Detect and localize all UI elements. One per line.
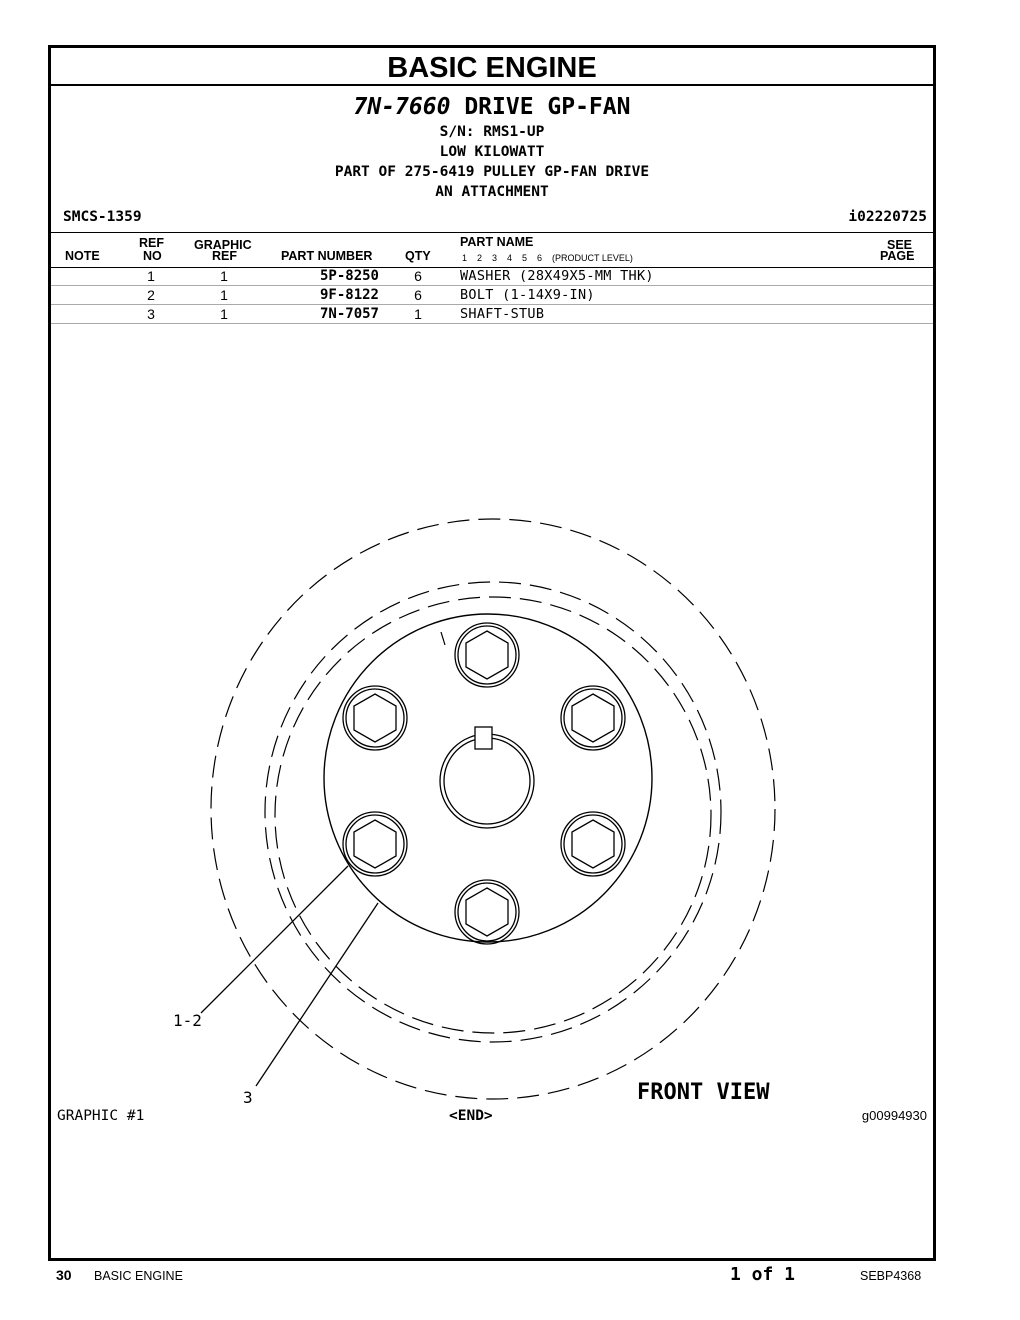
leader-line-shaft [256,903,378,1086]
group-note-line: AN ATTACHMENT [435,184,549,200]
bolt-head-icon [343,812,407,876]
header-ref-top: REF [139,236,164,250]
parts-table-header [51,232,933,268]
bolt-head-icon [561,812,625,876]
leader-line-bolt [201,866,348,1013]
header-qty: QTY [405,249,431,263]
group-heading [51,92,933,202]
row-ref-no: 2 [147,287,155,303]
section-title: BASIC ENGINE [51,48,933,86]
row-part-number: 7N-7057 [319,306,379,322]
row-graphic-ref: 1 [220,268,228,284]
group-note-line: LOW KILOWATT [439,144,545,160]
callout-1-2: 1-2 [173,1011,202,1030]
header-graphic-bottom: REF [212,249,237,263]
group-name: DRIVE GP-FAN [464,94,631,120]
bolt-head-icon [455,880,519,944]
row-part-name: WASHER (28X49X5-MM THK) [460,268,654,284]
serial-number: S/N: RMS1-UP [439,124,545,140]
pulley-groove-inner [275,597,711,1033]
page-frame [48,45,936,1261]
row-qty: 6 [414,287,422,303]
header-graphic-top: GRAPHIC [194,238,252,252]
page-number: 30 [56,1267,72,1283]
smcs-code: SMCS-1359 [63,209,142,225]
row-graphic-ref: 1 [220,287,228,303]
graphic-label: GRAPHIC #1 [57,1108,145,1124]
row-part-number: 5P-8250 [319,268,379,284]
graphic-number: g00994930 [861,1108,927,1123]
end-marker: <END> [449,1108,493,1124]
row-part-name: BOLT (1-14X9-IN) [460,287,595,303]
keyway-icon [475,727,492,749]
row-qty: 1 [414,306,422,322]
group-title [51,92,933,122]
header-see-top: SEE [887,238,913,252]
header-product-levels: 1 2 3 4 5 6 (PRODUCT LEVEL) [462,253,633,263]
bolt-head-icon [561,686,625,750]
shaft-bore-inner [444,738,530,824]
bolt-head-icon [343,686,407,750]
document-id: SEBP4368 [860,1269,922,1283]
pulley-groove-outer [265,582,721,1042]
row-part-name: SHAFT-STUB [460,306,545,322]
group-note-line: PART OF 275-6419 PULLEY GP-FAN DRIVE [334,164,650,180]
view-label: FRONT VIEW [637,1080,770,1105]
row-part-number: 9F-8122 [319,287,379,303]
header-ref-bottom: NO [143,249,162,263]
row-ref-no: 3 [147,306,155,322]
callout-3: 3 [243,1088,253,1107]
table-row [51,286,933,305]
shaft-stub-flange [324,614,652,942]
header-note: NOTE [65,249,100,263]
table-row [51,267,933,286]
footer-section: BASIC ENGINE [94,1269,183,1283]
illustration-id: i02220725 [848,209,927,225]
row-qty: 6 [414,268,422,284]
bolt-head-icon [455,623,519,687]
row-graphic-ref: 1 [220,306,228,322]
page-count: 1 of 1 [730,1264,796,1285]
header-part-number: PART NUMBER [281,249,373,263]
header-part-name: PART NAME [460,235,534,249]
pulley-outer-rim [211,519,775,1099]
index-tick [441,632,445,645]
group-part-number: 7N-7660 [353,94,451,120]
front-view-drawing [51,318,933,1108]
row-ref-no: 1 [147,268,155,284]
header-see-bottom: PAGE [880,249,915,263]
